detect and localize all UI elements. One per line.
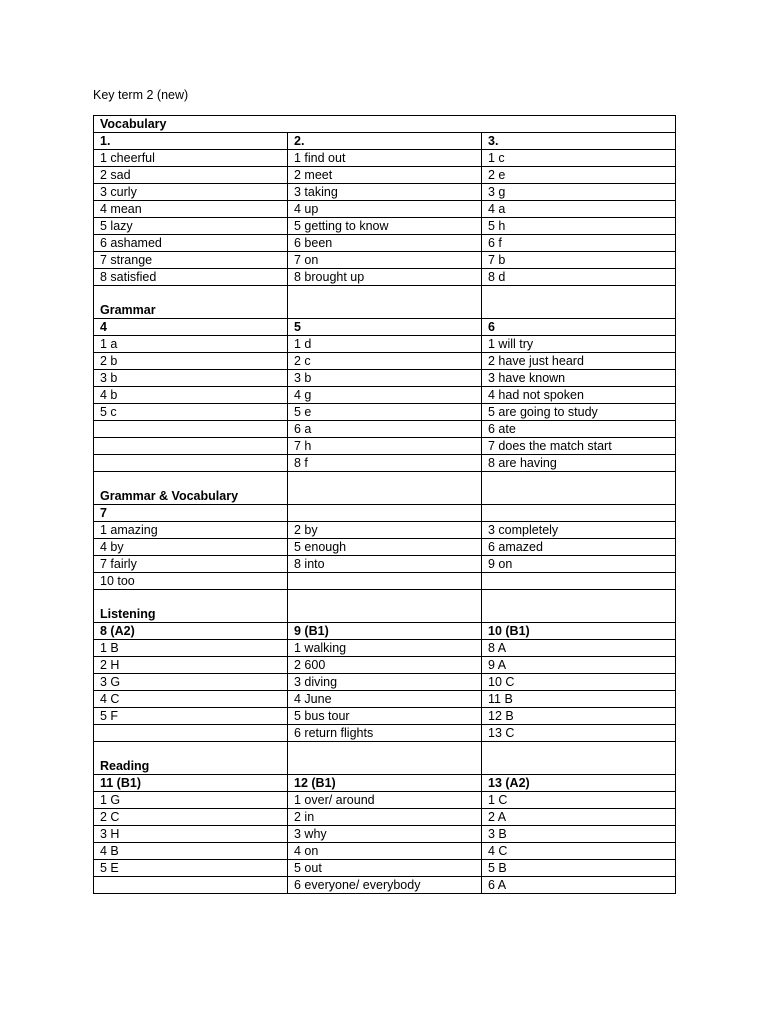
section-heading-cell — [288, 286, 482, 319]
table-row — [94, 843, 676, 860]
section-heading-cell: 1. — [94, 133, 288, 150]
table-row — [94, 252, 676, 269]
answer-cell: 8 brought up — [288, 269, 482, 286]
section-heading-cell — [288, 742, 482, 775]
table-row — [94, 809, 676, 826]
section-heading-cell: Listening — [94, 590, 288, 623]
answer-cell: 8 f — [288, 455, 482, 472]
answer-cell: 7 on — [288, 252, 482, 269]
answer-cell: 1 amazing — [94, 522, 288, 539]
answer-cell: 3 H — [94, 826, 288, 843]
answer-cell: 2 C — [94, 809, 288, 826]
answer-cell: 10 C — [482, 674, 676, 691]
answer-cell: 3 b — [94, 370, 288, 387]
answer-cell: 7 strange — [94, 252, 288, 269]
table-row — [94, 404, 676, 421]
answer-key-table — [93, 115, 676, 894]
section-heading-cell: 6 — [482, 319, 676, 336]
section-heading-cell: Vocabulary — [94, 116, 676, 133]
answer-cell: 3 taking — [288, 184, 482, 201]
table-row — [94, 775, 676, 792]
answer-cell: 4 C — [482, 843, 676, 860]
answer-cell: 1 cheerful — [94, 150, 288, 167]
section-heading-cell: 2. — [288, 133, 482, 150]
section-heading-cell — [288, 590, 482, 623]
table-row — [94, 286, 676, 319]
answer-cell: 12 B — [482, 708, 676, 725]
answer-cell: 1 B — [94, 640, 288, 657]
section-heading-cell: 4 — [94, 319, 288, 336]
answer-cell: 8 into — [288, 556, 482, 573]
section-heading-cell: 5 — [288, 319, 482, 336]
answer-cell — [288, 573, 482, 590]
table-row — [94, 505, 676, 522]
section-heading-cell: 10 (B1) — [482, 623, 676, 640]
table-row — [94, 336, 676, 353]
answer-cell: 2 600 — [288, 657, 482, 674]
table-row — [94, 370, 676, 387]
table-row — [94, 269, 676, 286]
answer-cell: 1 over/ around — [288, 792, 482, 809]
answer-cell: 5 E — [94, 860, 288, 877]
table-row — [94, 472, 676, 505]
answer-cell: 4 g — [288, 387, 482, 404]
table-row — [94, 218, 676, 235]
answer-cell: 11 B — [482, 691, 676, 708]
answer-cell: 6 a — [288, 421, 482, 438]
answer-cell: 6 amazed — [482, 539, 676, 556]
table-row — [94, 133, 676, 150]
answer-cell: 1 a — [94, 336, 288, 353]
answer-cell: 1 will try — [482, 336, 676, 353]
table-row — [94, 539, 676, 556]
table-row — [94, 438, 676, 455]
answer-cell: 9 on — [482, 556, 676, 573]
table-row — [94, 725, 676, 742]
answer-key-body — [94, 116, 676, 894]
answer-cell: 5 are going to study — [482, 404, 676, 421]
section-heading-cell: 12 (B1) — [288, 775, 482, 792]
table-row — [94, 826, 676, 843]
table-row — [94, 877, 676, 894]
section-heading-cell: Grammar & Vocabulary — [94, 472, 288, 505]
answer-cell: 4 by — [94, 539, 288, 556]
section-heading-cell — [482, 472, 676, 505]
answer-cell: 8 satisfied — [94, 269, 288, 286]
table-row — [94, 590, 676, 623]
table-row — [94, 674, 676, 691]
answer-cell: 4 a — [482, 201, 676, 218]
section-heading-cell — [482, 742, 676, 775]
table-row — [94, 657, 676, 674]
table-row — [94, 319, 676, 336]
answer-cell: 6 return flights — [288, 725, 482, 742]
table-row — [94, 742, 676, 775]
table-row — [94, 691, 676, 708]
table-row — [94, 184, 676, 201]
answer-cell: 7 h — [288, 438, 482, 455]
table-row — [94, 792, 676, 809]
table-row — [94, 640, 676, 657]
answer-cell: 5 lazy — [94, 218, 288, 235]
answer-cell: 1 d — [288, 336, 482, 353]
answer-cell: 7 does the match start — [482, 438, 676, 455]
table-row — [94, 353, 676, 370]
answer-cell: 2 by — [288, 522, 482, 539]
answer-cell: 4 up — [288, 201, 482, 218]
answer-cell: 3 curly — [94, 184, 288, 201]
answer-cell: 2 sad — [94, 167, 288, 184]
answer-cell — [94, 877, 288, 894]
table-row — [94, 421, 676, 438]
answer-cell: 5 c — [94, 404, 288, 421]
section-heading-cell: 13 (A2) — [482, 775, 676, 792]
answer-cell: 4 mean — [94, 201, 288, 218]
answer-cell: 4 B — [94, 843, 288, 860]
answer-cell: 2 A — [482, 809, 676, 826]
table-row — [94, 167, 676, 184]
answer-cell — [94, 455, 288, 472]
section-heading-cell: 11 (B1) — [94, 775, 288, 792]
section-heading-cell — [482, 590, 676, 623]
table-row — [94, 387, 676, 404]
answer-cell: 7 fairly — [94, 556, 288, 573]
answer-cell: 4 had not spoken — [482, 387, 676, 404]
table-row — [94, 116, 676, 133]
table-row — [94, 860, 676, 877]
answer-cell: 3 why — [288, 826, 482, 843]
answer-cell: 4 C — [94, 691, 288, 708]
answer-cell — [482, 573, 676, 590]
answer-cell: 6 f — [482, 235, 676, 252]
answer-cell: 6 everyone/ everybody — [288, 877, 482, 894]
answer-cell: 5 bus tour — [288, 708, 482, 725]
table-row — [94, 573, 676, 590]
section-heading-cell: 8 (A2) — [94, 623, 288, 640]
answer-cell: 2 meet — [288, 167, 482, 184]
answer-cell: 10 too — [94, 573, 288, 590]
answer-cell: 5 h — [482, 218, 676, 235]
answer-cell: 6 A — [482, 877, 676, 894]
answer-cell: 5 enough — [288, 539, 482, 556]
section-heading-cell: 9 (B1) — [288, 623, 482, 640]
answer-cell: 3 B — [482, 826, 676, 843]
answer-cell: 3 g — [482, 184, 676, 201]
answer-cell: 4 b — [94, 387, 288, 404]
table-row — [94, 235, 676, 252]
table-row — [94, 708, 676, 725]
answer-cell: 5 e — [288, 404, 482, 421]
answer-cell: 13 C — [482, 725, 676, 742]
answer-cell: 5 out — [288, 860, 482, 877]
section-heading-cell — [482, 505, 676, 522]
answer-cell: 3 diving — [288, 674, 482, 691]
answer-cell: 2 b — [94, 353, 288, 370]
answer-cell: 2 in — [288, 809, 482, 826]
answer-cell — [94, 421, 288, 438]
answer-cell: 3 completely — [482, 522, 676, 539]
section-heading-cell — [482, 286, 676, 319]
answer-cell: 8 A — [482, 640, 676, 657]
section-heading-cell — [288, 505, 482, 522]
answer-cell: 6 ate — [482, 421, 676, 438]
table-row — [94, 201, 676, 218]
answer-cell: 1 G — [94, 792, 288, 809]
answer-cell: 3 G — [94, 674, 288, 691]
answer-cell: 8 are having — [482, 455, 676, 472]
answer-cell: 7 b — [482, 252, 676, 269]
answer-cell: 6 ashamed — [94, 235, 288, 252]
table-row — [94, 522, 676, 539]
answer-cell: 1 find out — [288, 150, 482, 167]
answer-cell: 5 B — [482, 860, 676, 877]
answer-cell: 2 c — [288, 353, 482, 370]
answer-cell: 8 d — [482, 269, 676, 286]
answer-cell — [94, 725, 288, 742]
answer-cell — [94, 438, 288, 455]
table-row — [94, 455, 676, 472]
section-heading-cell: 3. — [482, 133, 676, 150]
answer-cell: 5 F — [94, 708, 288, 725]
table-row — [94, 556, 676, 573]
table-row — [94, 623, 676, 640]
answer-cell: 2 e — [482, 167, 676, 184]
document-title: Key term 2 (new) — [93, 88, 189, 102]
answer-cell: 6 been — [288, 235, 482, 252]
answer-cell: 1 c — [482, 150, 676, 167]
section-heading-cell — [288, 472, 482, 505]
section-heading-cell: Reading — [94, 742, 288, 775]
table-row — [94, 150, 676, 167]
answer-cell: 1 walking — [288, 640, 482, 657]
answer-cell: 2 have just heard — [482, 353, 676, 370]
section-heading-cell: 7 — [94, 505, 288, 522]
answer-cell: 9 A — [482, 657, 676, 674]
answer-cell: 4 on — [288, 843, 482, 860]
answer-cell: 3 b — [288, 370, 482, 387]
answer-cell: 1 C — [482, 792, 676, 809]
answer-cell: 3 have known — [482, 370, 676, 387]
section-heading-cell: Grammar — [94, 286, 288, 319]
answer-cell: 4 June — [288, 691, 482, 708]
answer-cell: 2 H — [94, 657, 288, 674]
answer-cell: 5 getting to know — [288, 218, 482, 235]
